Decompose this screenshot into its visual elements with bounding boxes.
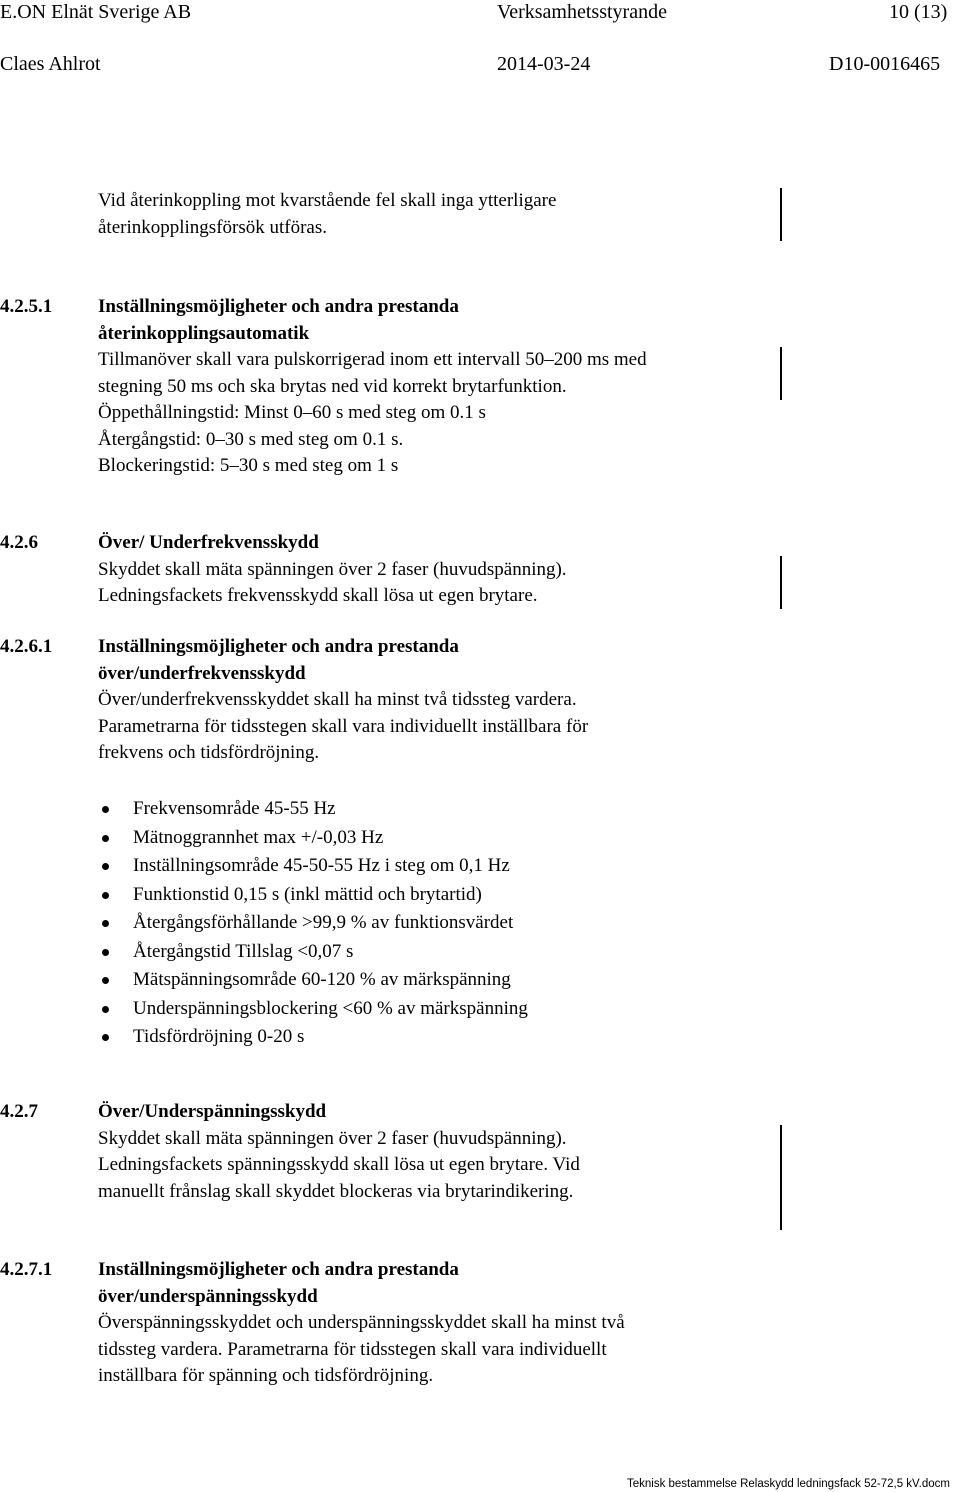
section-body-line: Återgångstid: 0–30 s med steg om 0.1 s. <box>98 428 404 450</box>
section-title: över/underfrekvensskydd <box>98 662 306 684</box>
intro-line: återinkopplingsförsök utföras. <box>98 216 328 238</box>
header-page-number: 10 (13) <box>889 1 948 23</box>
section-4271 <box>98 1257 625 1390</box>
list-item: Mätspänningsområde 60-120 % av märkspänning <box>98 966 528 995</box>
section-4251 <box>98 294 647 480</box>
section-body-line: Skyddet skall mäta spänningen över 2 faser (huvudspänning). <box>98 1127 567 1149</box>
list-item: Tidsfördröjning 0-20 s <box>98 1023 528 1052</box>
section-body-line: Blockeringstid: 5–30 s med steg om 1 s <box>98 455 399 476</box>
section-body-line: Tillmanöver skall vara pulskorrigerad inom ett intervall 50–200 ms med <box>98 349 647 370</box>
section-body-line: inställbara för spänning och tidsfördröjning. <box>98 1365 434 1386</box>
header-company: E.ON Elnät Sverige AB <box>0 1 192 23</box>
section-body-line: frekvens och tidsfördröjning. <box>98 742 320 763</box>
section-title: Inställningsmöjligheter och andra prestanda <box>98 1259 459 1280</box>
footer-filename: Teknisk bestammelse Relaskydd ledningsfack 52-72,5 kV.docm <box>626 1478 950 1490</box>
section-4261 <box>98 634 588 767</box>
section-title: Inställningsmöjligheter och andra prestanda <box>98 636 459 657</box>
section-number-4251: 4.2.5.1 <box>0 296 53 317</box>
section-body-line: stegning 50 ms och ska brytas ned vid korrekt brytarfunktion. <box>98 375 567 397</box>
list-item: Återgångsförhållande >99,9 % av funktionsvärdet <box>98 909 528 938</box>
section-body-line: manuellt frånslag skall skyddet blockeras via brytarindikering. <box>98 1180 574 1202</box>
section-body-line: Skyddet skall mäta spänningen över 2 faser (huvudspänning). <box>98 558 567 580</box>
list-item: Inställningsområde 45-50-55 Hz i steg om 0,1 Hz <box>98 852 528 881</box>
change-bar <box>780 556 782 609</box>
section-number-4271: 4.2.7.1 <box>0 1259 53 1280</box>
section-body-line: Öppethållningstid: Minst 0–60 s med steg om 0.1 s <box>98 402 486 423</box>
header-date: 2014-03-24 <box>497 53 591 75</box>
section-title: Över/ Underfrekvensskydd <box>98 532 319 553</box>
header-author: Claes Ahlrot <box>0 53 101 75</box>
change-bar <box>780 1125 782 1230</box>
section-body-line: tidssteg vardera. Parametrarna för tidsstegen skall vara individuellt <box>98 1338 607 1360</box>
section-body-line: Parametrarna för tidsstegen skall vara individuellt inställbara för <box>98 715 589 737</box>
intro-line: Vid återinkoppling mot kvarstående fel skall inga ytterligare <box>98 190 557 211</box>
header-department: Verksamhetsstyrande <box>497 1 667 23</box>
list-item: Mätnoggrannhet max +/-0,03 Hz <box>98 824 528 853</box>
header-document-id: D10-0016465 <box>829 53 941 75</box>
list-item: Frekvensområde 45-55 Hz <box>98 795 528 824</box>
change-bar <box>780 347 782 400</box>
list-item: Underspänningsblockering <60 % av märkspänning <box>98 995 528 1024</box>
bullet-list <box>98 795 528 1052</box>
section-body-line: Ledningsfackets spänningsskydd skall lösa ut egen brytare. Vid <box>98 1154 580 1175</box>
list-item: Funktionstid 0,15 s (inkl mättid och brytartid) <box>98 881 528 910</box>
section-number-426: 4.2.6 <box>0 532 38 553</box>
section-body-line: Ledningsfackets frekvensskydd skall lösa ut egen brytare. <box>98 585 538 606</box>
section-title: Över/Underspänningsskydd <box>98 1101 327 1122</box>
change-bar <box>780 188 782 241</box>
section-number-4261: 4.2.6.1 <box>0 636 53 657</box>
section-title: över/underspänningsskydd <box>98 1285 318 1307</box>
section-number-427: 4.2.7 <box>0 1101 38 1122</box>
list-item: Återgångstid Tillslag <0,07 s <box>98 938 528 967</box>
section-426 <box>98 530 567 610</box>
section-body-line: Överspänningsskyddet och underspänningsskyddet skall ha minst två <box>98 1312 625 1333</box>
section-title: återinkopplingsautomatik <box>98 322 310 344</box>
section-title: Inställningsmöjligheter och andra prestanda <box>98 296 459 317</box>
section-body-line: Över/underfrekvensskyddet skall ha minst två tidssteg vardera. <box>98 689 577 710</box>
intro-paragraph <box>98 188 556 241</box>
section-427 <box>98 1099 580 1205</box>
